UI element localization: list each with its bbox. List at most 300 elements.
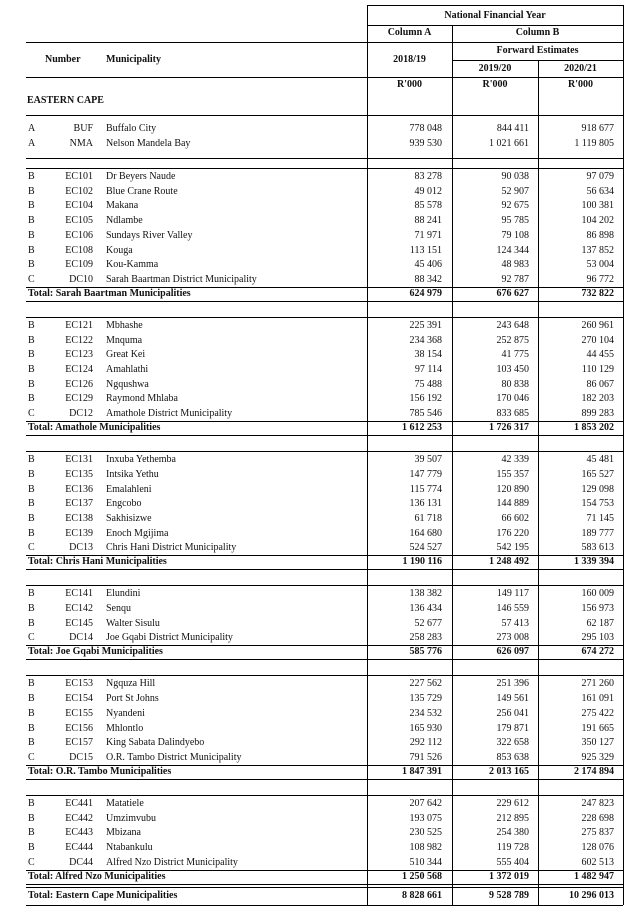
- allocation-2018-19: 230 525: [409, 827, 442, 839]
- estimate-2020-21: 104 202: [581, 215, 614, 227]
- estimate-2020-21: 96 772: [586, 273, 614, 285]
- category-code: C: [28, 408, 35, 420]
- district-total-2019-20: 676 627: [496, 287, 529, 299]
- district-total: Total: Joe Gqabi Municipalities: [28, 646, 163, 658]
- estimate-2020-21: 271 260: [581, 678, 614, 690]
- estimate-2020-21: 247 823: [581, 797, 614, 809]
- municipality-code: EC142: [65, 603, 93, 614]
- estimate-2020-21: 165 527: [581, 468, 614, 480]
- allocation-2018-19: 164 680: [409, 527, 442, 539]
- estimate-2019-20: 149 117: [496, 588, 529, 600]
- section-border: [26, 659, 623, 660]
- category-code: B: [28, 678, 35, 690]
- forward-year-separator: [538, 60, 539, 905]
- district-total: Total: Amathole Municipalities: [28, 422, 161, 434]
- municipality-code: EC131: [65, 454, 93, 466]
- estimate-2019-20: 149 561: [496, 693, 529, 705]
- district-total-2018-19: 585 776: [409, 646, 442, 658]
- municipality-code: DC13: [69, 542, 93, 554]
- allocation-2018-19: 156 192: [409, 393, 442, 405]
- municipality-code: DC44: [69, 856, 93, 868]
- category-code: B: [28, 737, 35, 749]
- municipality-name: Raymond Mhlaba: [106, 393, 178, 405]
- category-code: A: [28, 137, 36, 149]
- allocation-2018-19: 61 718: [414, 512, 442, 524]
- estimate-2019-20: 124 344: [496, 244, 529, 256]
- municipality-name: Kou-Kamma: [106, 259, 159, 271]
- category-code: B: [28, 364, 35, 375]
- header-bottom-border: [26, 77, 623, 78]
- municipality-code: DC14: [69, 632, 93, 644]
- section-border: [26, 585, 623, 586]
- municipality-code: EC135: [65, 468, 93, 480]
- grand-total-2018-19: 8 828 661: [402, 890, 442, 901]
- section-border: [26, 795, 623, 796]
- estimate-2020-21: 100 381: [581, 200, 614, 212]
- estimate-2019-20: 79 108: [501, 229, 529, 241]
- header-year-2018-19: 2018/19: [393, 54, 426, 65]
- estimate-2019-20: 542 195: [496, 542, 529, 554]
- allocation-2018-19: 97 114: [414, 364, 442, 375]
- estimate-2019-20: 844 411: [496, 123, 529, 134]
- estimate-2020-21: 56 634: [586, 185, 614, 197]
- municipality-name: Sarah Baartman District Municipality: [106, 273, 257, 285]
- category-code: B: [28, 244, 35, 256]
- estimate-2020-21: 53 004: [586, 259, 614, 271]
- table-right-border: [623, 5, 624, 905]
- municipality-name: Sakhisizwe: [106, 512, 152, 524]
- allocation-2018-19: 135 729: [409, 693, 442, 705]
- municipality-code: EC145: [65, 617, 93, 629]
- estimate-2019-20: 155 357: [496, 468, 529, 480]
- municipality-code: DC15: [69, 751, 93, 763]
- estimate-2020-21: 350 127: [581, 737, 614, 749]
- category-code: B: [28, 842, 35, 853]
- estimate-2019-20: 252 875: [496, 334, 529, 346]
- category-code: B: [28, 171, 35, 182]
- category-code: B: [28, 229, 35, 241]
- header-year-2020-21: 2020/21: [564, 63, 597, 74]
- estimate-2020-21: 110 129: [581, 364, 614, 375]
- allocation-2018-19: 108 982: [409, 842, 442, 853]
- category-code: B: [28, 483, 35, 495]
- district-total: Total: Chris Hani Municipalities: [28, 556, 167, 568]
- allocation-2018-19: 147 779: [409, 468, 442, 480]
- municipality-name: Nyandeni: [106, 707, 145, 719]
- district-total-2018-19: 1 190 116: [402, 556, 442, 568]
- estimate-2019-20: 256 041: [496, 707, 529, 719]
- municipality-code: EC153: [65, 678, 93, 690]
- estimate-2020-21: 918 677: [581, 123, 614, 134]
- district-total-2018-19: 1 250 568: [402, 870, 442, 882]
- district-total-2019-20: 1 726 317: [489, 422, 529, 434]
- estimate-2020-21: 156 973: [581, 603, 614, 614]
- municipality-code: EC138: [65, 512, 93, 524]
- estimate-2020-21: 71 145: [586, 512, 614, 524]
- estimate-2019-20: 119 728: [496, 842, 529, 853]
- district-total-2020-21: 732 822: [581, 287, 614, 299]
- district-total-2019-20: 1 248 492: [489, 556, 529, 568]
- estimate-2019-20: 144 889: [496, 498, 529, 510]
- municipality-code: EC155: [65, 707, 93, 719]
- municipality-code: EC126: [65, 378, 93, 390]
- municipality-code: EC156: [65, 722, 93, 734]
- estimate-2019-20: 254 380: [496, 827, 529, 839]
- municipality-name: Joe Gqabi District Municipality: [106, 632, 233, 644]
- section-border: [26, 884, 623, 885]
- allocation-2018-19: 510 344: [409, 856, 442, 868]
- category-code: C: [28, 273, 35, 285]
- estimate-2019-20: 170 046: [496, 393, 529, 405]
- municipality-name: Great Kei: [106, 349, 146, 361]
- municipality-name: Ndlambe: [106, 215, 143, 227]
- estimate-2019-20: 322 658: [496, 737, 529, 749]
- municipality-code: DC10: [69, 273, 93, 285]
- category-code: C: [28, 542, 35, 554]
- estimate-2019-20: 41 775: [501, 349, 529, 361]
- district-total-2019-20: 626 097: [496, 646, 529, 658]
- column-b-separator: [452, 25, 453, 905]
- category-code: B: [28, 512, 35, 524]
- estimate-2019-20: 120 890: [496, 483, 529, 495]
- municipality-code: BUF: [73, 123, 93, 134]
- municipality-name: Senqu: [106, 603, 131, 614]
- estimate-2019-20: 853 638: [496, 751, 529, 763]
- allocation-2018-19: 225 391: [409, 319, 442, 331]
- allocation-2018-19: 88 241: [414, 215, 442, 227]
- municipality-name: Alfred Nzo District Municipality: [106, 856, 238, 868]
- unit-label-2020-21: R'000: [568, 79, 593, 90]
- allocation-2018-19: 49 012: [414, 185, 442, 197]
- category-code: B: [28, 378, 35, 390]
- allocation-2018-19: 524 527: [409, 542, 442, 554]
- category-code: B: [28, 527, 35, 539]
- category-code: B: [28, 617, 35, 629]
- unit-label-column-a: R'000: [397, 79, 422, 90]
- estimate-2019-20: 90 038: [501, 171, 529, 182]
- estimate-2020-21: 182 203: [581, 393, 614, 405]
- allocation-2018-19: 38 154: [414, 349, 442, 361]
- allocation-2018-19: 136 131: [409, 498, 442, 510]
- category-code: B: [28, 812, 35, 824]
- allocation-2018-19: 227 562: [409, 678, 442, 690]
- municipality-name: Emalahleni: [106, 483, 152, 495]
- grand-total-2019-20: 9 528 789: [489, 890, 529, 901]
- estimate-2019-20: 243 648: [496, 319, 529, 331]
- municipality-name: Enoch Mgijima: [106, 527, 169, 539]
- category-code: C: [28, 751, 35, 763]
- municipality-name: Intsika Yethu: [106, 468, 159, 480]
- estimate-2020-21: 899 283: [581, 408, 614, 420]
- municipality-name: Ngqushwa: [106, 378, 149, 390]
- allocation-2018-19: 85 578: [414, 200, 442, 212]
- estimate-2020-21: 86 898: [586, 229, 614, 241]
- header-column-a: Column A: [387, 27, 432, 38]
- estimate-2020-21: 275 837: [581, 827, 614, 839]
- estimate-2020-21: 295 103: [581, 632, 614, 644]
- municipality-code: EC109: [65, 259, 93, 271]
- municipality-name: Mbizana: [106, 827, 141, 839]
- section-border: [26, 675, 623, 676]
- allocation-2018-19: 785 546: [409, 408, 442, 420]
- municipality-code: EC442: [65, 812, 93, 824]
- estimate-2019-20: 103 450: [496, 364, 529, 375]
- section-border: [26, 301, 623, 302]
- municipality-code: EC139: [65, 527, 93, 539]
- estimate-2020-21: 189 777: [581, 527, 614, 539]
- header-national-financial-year: National Financial Year: [444, 10, 546, 21]
- municipality-name: Buffalo City: [106, 123, 157, 134]
- section-border: [26, 168, 623, 169]
- estimate-2020-21: 137 852: [581, 244, 614, 256]
- estimate-2019-20: 146 559: [496, 603, 529, 614]
- estimate-2019-20: 1 021 661: [489, 137, 529, 149]
- estimate-2019-20: 251 396: [496, 678, 529, 690]
- estimate-2020-21: 275 422: [581, 707, 614, 719]
- municipality-code: DC12: [69, 408, 93, 420]
- allocation-2018-19: 115 774: [409, 483, 442, 495]
- municipality-code: EC122: [65, 334, 93, 346]
- allocation-2018-19: 292 112: [409, 737, 442, 749]
- district-total: Total: O.R. Tambo Municipalities: [28, 765, 172, 777]
- municipality-name: Elundini: [106, 588, 141, 600]
- municipality-name: Amahlathi: [106, 364, 149, 375]
- municipality-code: EC444: [65, 842, 93, 853]
- estimate-2019-20: 273 008: [496, 632, 529, 644]
- municipality-name: Sundays River Valley: [106, 229, 193, 241]
- estimate-2019-20: 179 871: [496, 722, 529, 734]
- header-divider: [367, 25, 623, 26]
- header-forward-estimates: Forward Estimates: [496, 45, 579, 56]
- municipality-code: EC443: [65, 827, 93, 839]
- municipality-name: Blue Crane Route: [106, 185, 178, 197]
- estimate-2020-21: 925 329: [581, 751, 614, 763]
- grand-total-bottom-border: [26, 905, 623, 906]
- category-code: B: [28, 827, 35, 839]
- estimate-2020-21: 62 187: [586, 617, 614, 629]
- estimate-2019-20: 833 685: [496, 408, 529, 420]
- province-heading: EASTERN CAPE: [27, 95, 104, 106]
- municipality-name: Amathole District Municipality: [106, 408, 233, 420]
- category-code: B: [28, 454, 35, 466]
- municipality-code: EC104: [65, 200, 93, 212]
- municipality-name: Ntabankulu: [106, 842, 153, 853]
- section-border: [26, 569, 623, 570]
- municipality-name: King Sabata Dalindyebo: [106, 737, 205, 749]
- allocation-2018-19: 207 642: [409, 797, 442, 809]
- unit-label-2019-20: R'000: [482, 79, 508, 90]
- category-code: B: [28, 319, 35, 331]
- municipality-code: EC137: [65, 498, 93, 510]
- allocation-2018-19: 165 930: [409, 722, 442, 734]
- allocation-2018-19: 193 075: [409, 812, 442, 824]
- estimate-2019-20: 555 404: [496, 856, 529, 868]
- municipality-name: Makana: [106, 200, 139, 212]
- district-total-2020-21: 1 339 394: [574, 556, 614, 568]
- section-border: [26, 435, 623, 436]
- municipality-code: EC106: [65, 229, 93, 241]
- municipality-code: EC129: [65, 393, 93, 405]
- category-code: B: [28, 259, 35, 271]
- municipality-name: Ngquza Hill: [106, 678, 156, 690]
- district-total-2020-21: 674 272: [581, 646, 614, 658]
- category-code: B: [28, 349, 35, 361]
- district-total-2018-19: 1 612 253: [402, 422, 442, 434]
- municipality-name: Mnquma: [106, 334, 143, 346]
- header-municipality: Municipality: [106, 54, 162, 65]
- section-border: [26, 779, 623, 780]
- district-total-2018-19: 1 847 391: [402, 765, 442, 777]
- estimate-2019-20: 176 220: [496, 527, 529, 539]
- estimate-2019-20: 92 675: [501, 200, 529, 212]
- category-code: B: [28, 693, 35, 705]
- allocation-2018-19: 136 434: [409, 603, 442, 614]
- header-year-2019-20: 2019/20: [478, 63, 512, 74]
- municipality-code: EC141: [65, 588, 93, 600]
- estimate-2020-21: 161 091: [581, 693, 614, 705]
- header-divider: [26, 42, 623, 43]
- municipality-name: O.R. Tambo District Municipality: [106, 751, 242, 763]
- district-total-2020-21: 1 853 202: [574, 422, 614, 434]
- district-total-2019-20: 2 013 165: [489, 765, 529, 777]
- category-code: A: [28, 123, 36, 134]
- section-border: [26, 158, 623, 159]
- allocation-2018-19: 75 488: [414, 378, 442, 390]
- municipality-name: Inxuba Yethemba: [106, 454, 176, 466]
- municipality-name: Nelson Mandela Bay: [106, 137, 191, 149]
- category-code: B: [28, 498, 35, 510]
- category-code: B: [28, 588, 35, 600]
- estimate-2019-20: 48 983: [501, 259, 529, 271]
- municipality-code: EC121: [65, 319, 93, 331]
- estimate-2020-21: 44 455: [586, 349, 614, 361]
- section-border: [26, 115, 623, 116]
- allocation-2018-19: 234 368: [409, 334, 442, 346]
- estimate-2020-21: 191 665: [581, 722, 614, 734]
- municipality-code: EC157: [65, 737, 93, 749]
- district-total: Total: Alfred Nzo Municipalities: [28, 870, 166, 882]
- estimate-2019-20: 229 612: [496, 797, 529, 809]
- estimate-2020-21: 160 009: [581, 588, 614, 600]
- estimate-2019-20: 80 838: [501, 378, 529, 390]
- allocation-2018-19: 71 971: [414, 229, 442, 241]
- section-border: [26, 317, 623, 318]
- municipality-code: EC136: [65, 483, 93, 495]
- municipal-allocation-table: [26, 5, 623, 910]
- allocation-2018-19: 939 530: [409, 137, 442, 149]
- category-code: B: [28, 334, 35, 346]
- header-top-border: [367, 5, 623, 6]
- municipality-code: NMA: [69, 137, 93, 149]
- allocation-2018-19: 791 526: [409, 751, 442, 763]
- grand-total: Total: Eastern Cape Municipalities: [28, 890, 178, 901]
- category-code: B: [28, 722, 35, 734]
- allocation-2018-19: 138 382: [409, 588, 442, 600]
- district-total-2019-20: 1 372 019: [489, 870, 529, 882]
- district-total: Total: Sarah Baartman Municipalities: [28, 287, 191, 299]
- category-code: B: [28, 393, 35, 405]
- municipality-code: EC101: [65, 171, 93, 182]
- municipality-code: EC108: [65, 244, 93, 256]
- estimate-2020-21: 97 079: [586, 171, 614, 182]
- allocation-2018-19: 113 151: [409, 244, 442, 256]
- municipality-name: Umzimvubu: [106, 812, 156, 824]
- municipality-name: Dr Beyers Naude: [106, 171, 176, 182]
- allocation-2018-19: 52 677: [414, 617, 442, 629]
- municipality-name: Mbhashe: [106, 319, 143, 331]
- grand-total-2020-21: 10 296 013: [569, 890, 614, 901]
- category-code: B: [28, 797, 35, 809]
- category-code: B: [28, 603, 35, 614]
- municipality-name: Matatiele: [106, 797, 144, 809]
- estimate-2020-21: 602 513: [581, 856, 614, 868]
- estimate-2019-20: 57 413: [501, 617, 529, 629]
- category-code: C: [28, 856, 35, 868]
- category-code: B: [28, 707, 35, 719]
- estimate-2020-21: 154 753: [581, 498, 614, 510]
- estimate-2020-21: 45 481: [586, 454, 614, 466]
- category-code: B: [28, 200, 35, 212]
- municipality-name: Port St Johns: [106, 693, 159, 705]
- municipality-name: Chris Hani District Municipality: [106, 542, 237, 554]
- municipality-name: Engcobo: [106, 498, 142, 510]
- allocation-2018-19: 83 278: [414, 171, 442, 182]
- municipality-code: EC154: [65, 693, 93, 705]
- category-code: B: [28, 215, 35, 227]
- category-code: B: [28, 468, 35, 480]
- district-total-2020-21: 2 174 894: [574, 765, 614, 777]
- estimate-2020-21: 128 076: [581, 842, 614, 853]
- category-code: C: [28, 632, 35, 644]
- allocation-2018-19: 39 507: [414, 454, 442, 466]
- allocation-2018-19: 258 283: [409, 632, 442, 644]
- estimate-2020-21: 86 067: [586, 378, 614, 390]
- estimate-2019-20: 92 787: [501, 273, 529, 285]
- municipality-name: Mhlontlo: [106, 722, 144, 734]
- estimate-2019-20: 212 895: [496, 812, 529, 824]
- estimate-2019-20: 66 602: [501, 512, 529, 524]
- municipality-code: EC123: [65, 349, 93, 361]
- header-number: Number: [45, 54, 81, 65]
- municipality-code: EC105: [65, 215, 93, 227]
- allocation-2018-19: 45 406: [414, 259, 442, 271]
- district-total-2020-21: 1 482 947: [574, 870, 614, 882]
- district-total-2018-19: 624 979: [409, 287, 442, 299]
- estimate-2019-20: 52 907: [501, 185, 529, 197]
- municipality-code: EC124: [65, 364, 93, 375]
- grand-total-top-border: [26, 887, 623, 888]
- estimate-2020-21: 270 104: [581, 334, 614, 346]
- allocation-2018-19: 778 048: [409, 123, 442, 134]
- estimate-2020-21: 129 098: [581, 483, 614, 495]
- allocation-2018-19: 88 342: [414, 273, 442, 285]
- section-border: [26, 451, 623, 452]
- estimate-2019-20: 95 785: [501, 215, 529, 227]
- estimate-2020-21: 583 613: [581, 542, 614, 554]
- municipality-code: EC102: [65, 185, 93, 197]
- estimate-2019-20: 42 339: [501, 454, 529, 466]
- estimate-2020-21: 260 961: [581, 319, 614, 331]
- estimate-2020-21: 1 119 805: [574, 137, 614, 149]
- municipality-code: EC441: [65, 797, 93, 809]
- category-code: B: [28, 185, 35, 197]
- estimate-2020-21: 228 698: [581, 812, 614, 824]
- column-a-separator: [367, 5, 368, 905]
- municipality-name: Walter Sisulu: [106, 617, 160, 629]
- allocation-2018-19: 234 532: [409, 707, 442, 719]
- municipality-name: Kouga: [106, 244, 133, 256]
- header-column-b: Column B: [515, 27, 560, 38]
